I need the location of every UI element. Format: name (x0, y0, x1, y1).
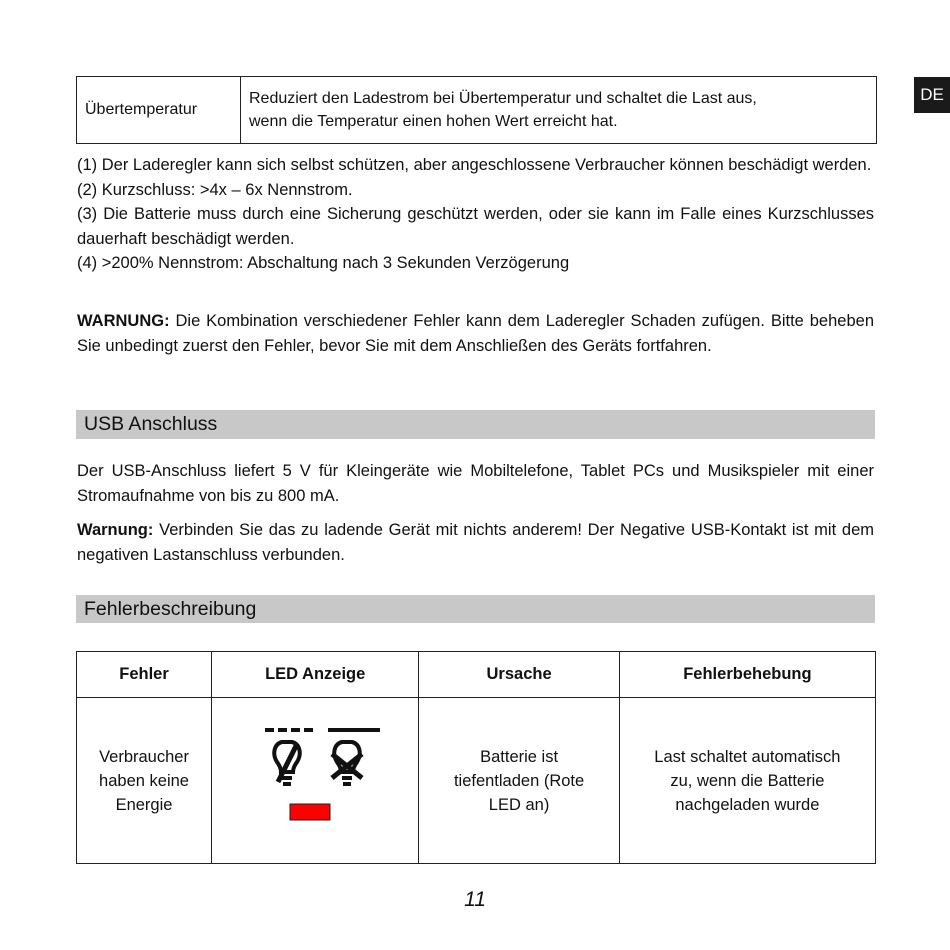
warning-label: WARNUNG: (77, 312, 170, 330)
header-behebung: Fehlerbehebung (619, 652, 875, 698)
footnotes (77, 153, 874, 276)
error-section-heading: Fehlerbeschreibung (76, 595, 875, 623)
language-tab: DE (914, 77, 950, 113)
usb-description: Der USB-Anschluss liefert 5 V für Kleingeräte wie Mobiltelefone, Tablet PCs und Musikspieler mit einer Stromaufnahme von bis zu 800 mA. (77, 462, 874, 505)
cell-behebung (619, 698, 875, 864)
header-led: LED Anzeige (212, 652, 419, 698)
usb-warning (77, 518, 874, 567)
footnote-1: (1) Der Laderegler kann sich selbst schützen, aber angeschlossene Verbraucher können beschädigt werden. (77, 156, 872, 174)
overtemperature-label: Übertemperatur (77, 77, 241, 144)
bulb-crossed-icon (274, 742, 299, 784)
description-line: wenn die Temperatur einen hohen Wert erreicht hat. (249, 113, 618, 130)
footnote-3: (3) Die Batterie muss durch eine Sicherung geschützt werden, oder sie kann im Falle eines Kurzschlusses dauerhaft beschädigt werden. (77, 205, 874, 248)
footnote-4: (4) >200% Nennstrom: Abschaltung nach 3 Sekunden Verzögerung (77, 254, 570, 272)
cell-line: Batterie ist (480, 747, 559, 766)
warning-paragraph (77, 309, 874, 358)
cell-line: haben keine (99, 771, 189, 790)
error-table (76, 651, 876, 864)
cell-ursache (419, 698, 619, 864)
usb-warning-text: Verbinden Sie das zu ladende Gerät mit nichts anderem! Der Negative USB-Kontakt ist mit dem negativen Lastanschluss verbunden. (77, 521, 874, 564)
page-number: 11 (464, 888, 486, 911)
cell-line: tiefentladen (Rote (453, 771, 585, 790)
header-ursache: Ursache (419, 652, 619, 698)
cell-line: LED an) (488, 795, 550, 814)
red-led-indicator (290, 804, 330, 820)
overtemperature-table (76, 76, 877, 144)
cell-led (212, 698, 419, 864)
description-line: Reduziert den Ladestrom bei Übertemperatur und schaltet die Last aus, (249, 90, 757, 107)
cell-line: Verbraucher (99, 747, 189, 766)
warning-text: Die Kombination verschiedener Fehler kann dem Laderegler Schaden zufügen. Bitte beheben Sie unbedingt zuerst den Fehler, bevor Sie mit dem Anschließen des Geräts fortfahren. (77, 312, 874, 355)
cell-fehler (77, 698, 212, 864)
error-table-header (77, 652, 876, 698)
usb-section-heading: USB Anschluss (76, 410, 875, 439)
usb-warning-label: Warnung: (77, 521, 154, 539)
led-indicator-graphic (250, 728, 380, 834)
header-fehler: Fehler (77, 652, 212, 698)
cell-line: Last schaltet automatisch (654, 747, 841, 766)
overtemperature-description (241, 77, 877, 144)
cell-line: nachgeladen wurde (675, 795, 820, 814)
cell-line: zu, wenn die Batterie (670, 771, 825, 790)
cell-line: Energie (115, 795, 173, 814)
footnote-2: (2) Kurzschluss: >4x – 6x Nennstrom. (77, 180, 353, 199)
bulb-crossed-icon (332, 742, 362, 784)
dashed-line-icon (265, 728, 380, 732)
table-row (77, 698, 876, 864)
